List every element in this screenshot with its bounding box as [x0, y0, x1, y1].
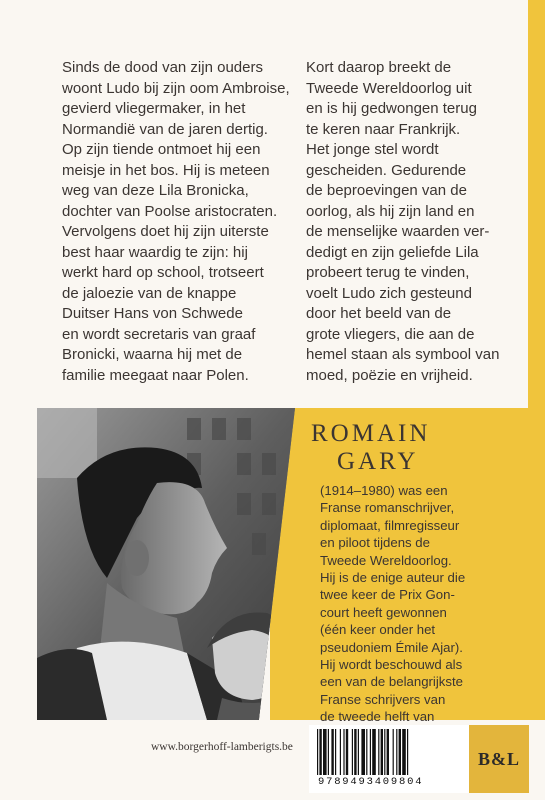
barcode-bars: [317, 729, 461, 775]
blurb-left-column: Sinds de dood van zijn ouders woont Ludo bij zijn oom Ambroise, gevierd vliegermaker, in het Normandië van de jaren dertig. Op zijn tiende ontmoet hij een meisje in het bos. Hij is meteen weg van deze Lila Bronicka, dochter van Poolse aristocraten. Vervolgens doet hij zijn uiterste best haar waardig te zijn: hij werkt hard op school, trotseert de jaloezie van de knappe Duitser Hans von Schwede en wordt secretaris van graaf Bronicki, waarna hij met de familie meegaat naar Polen.: [62, 59, 290, 384]
isbn-barcode: [309, 725, 469, 793]
barcode-bar: [384, 729, 385, 775]
barcode-bar: [393, 729, 394, 775]
barcode-bar: [407, 729, 408, 775]
barcode-bar: [381, 729, 383, 775]
barcode-bar: [343, 729, 344, 775]
author-first-name: ROMAIN: [311, 420, 431, 447]
yellow-edge-bar: [528, 0, 545, 408]
author-bio: (1914–1980) was een Franse romanschrijver, diplomaat, filmregisseur en piloot tijdens de Tweede Wereldoorlog. Hij is de enige auteur die twee keer de Prix Gon- court heeft gewonnen (één keer onder het pseudoniem Émile Ajar). Hij wordt beschouwd als een van de belangrijkste Franse schrijvers van de tweede helft van: [320, 483, 466, 725]
barcode-bar: [346, 729, 348, 775]
barcode-bar: [331, 729, 333, 775]
publisher-logo: B&L: [469, 725, 529, 793]
barcode-bar: [372, 729, 376, 775]
barcode-bar: [387, 729, 389, 775]
barcode-bar: [358, 729, 359, 775]
barcode-bar: [328, 729, 329, 775]
author-photo: [37, 408, 295, 720]
blurb-right-column: Kort daarop breekt de Tweede Wereldoorlog uit en is hij gedwongen terug te keren naar Frankrijk. Het jonge stel wordt gescheiden. Gedurende de beproevingen van de oorlog, als hij zijn land en de menselijke waarden ver- dedigt en zijn geliefde Lila probeert terug te vinden, voelt Ludo zich gesteund door het beeld van de grote vliegers, die aan de hemel staan als symbool van moed, poëzie en vrijheid.: [306, 59, 500, 384]
barcode-bar: [366, 729, 367, 775]
barcode-bar: [354, 729, 356, 775]
barcode-bar: [361, 729, 365, 775]
barcode-bar: [317, 729, 318, 775]
isbn-number: 9789493409804: [318, 776, 424, 788]
barcode-bar: [378, 729, 379, 775]
barcode-bar: [352, 729, 353, 775]
barcode-bar: [396, 729, 397, 775]
publisher-website[interactable]: www.borgerhoff-lamberigts.be: [151, 741, 293, 753]
barcode-bar: [399, 729, 401, 775]
barcode-bar: [402, 729, 406, 775]
barcode-bar: [340, 729, 341, 775]
barcode-bar: [323, 729, 327, 775]
barcode-bar: [319, 729, 321, 775]
barcode-bar: [370, 729, 371, 775]
author-last-name: GARY: [337, 448, 419, 475]
barcode-bar: [335, 729, 336, 775]
